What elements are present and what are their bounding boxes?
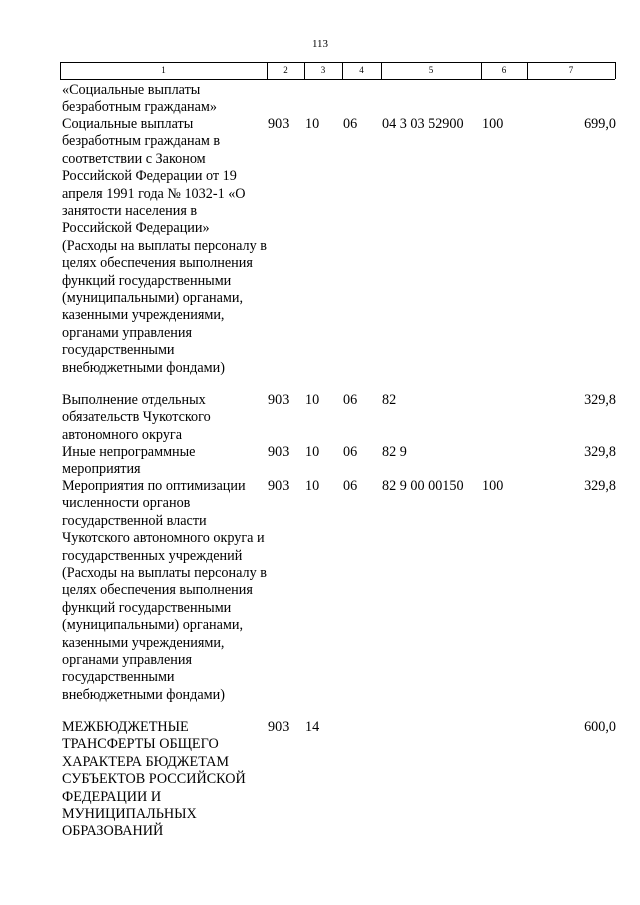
row-vr: 100: [482, 478, 504, 494]
header-col-2: 2: [283, 65, 288, 75]
row-sum: 329,8: [584, 392, 616, 408]
row-rz: 10: [305, 392, 320, 408]
row-csr: 82 9: [382, 444, 407, 460]
header-col-5: 5: [428, 65, 434, 75]
header-col-1: 1: [161, 65, 166, 75]
row-pr: 06: [343, 392, 358, 408]
row-pr: 06: [343, 444, 358, 460]
row-rz: 10: [305, 116, 320, 132]
row-gr: 903: [268, 444, 290, 460]
row-sum: 600,0: [584, 719, 616, 735]
row-name: Социальные выплаты безработным гражданам в соответствии с Законом Российской Федерации от 19 апреля 1991 года № 1032-1 «О занятости населения в Российской Федерации» (Расходы на выплаты персоналу в целях обеспечения выполнения функций государственными (муниципальными) органами, казенными учреждениями, органами управления государственными внебюджетными фондами): [62, 116, 267, 376]
row-vr: 100: [482, 116, 504, 132]
row-name: МЕЖБЮДЖЕТНЫЕ ТРАНСФЕРТЫ ОБЩЕГО ХАРАКТЕРА БЮДЖЕТАМ СУБЪЕКТОВ РОССИЙСКОЙ ФЕДЕРАЦИИ И МУНИЦИПАЛЬНЫХ ОБРАЗОВАНИЙ: [62, 719, 246, 840]
header-col-7: 7: [568, 65, 574, 75]
page-number: 113: [311, 38, 329, 50]
row-csr: 82: [382, 392, 397, 408]
row-gr: 903: [268, 392, 290, 408]
row-pr: 06: [343, 478, 358, 494]
row-gr: 903: [268, 719, 290, 735]
row-name: Мероприятия по оптимизации численности органов государственной власти Чукотского автономного округа и государственных учреждений (Расходы на выплаты персоналу в целях обеспечения выполнения функций государственными (муниципальными) органами, казенными учреждениями, органами управления государственными внебюджетными фондами): [62, 478, 267, 703]
row-sum: 329,8: [584, 478, 616, 494]
row-rz: 10: [305, 478, 320, 494]
row-csr: 04 3 03 52900: [382, 116, 464, 132]
header-col-4: 4: [359, 65, 364, 75]
row-name: «Социальные выплаты безработным гражданам»: [62, 82, 217, 116]
row-pr: 06: [343, 116, 358, 132]
row-rz: 10: [305, 444, 320, 460]
header-col-3: 3: [320, 65, 326, 75]
header-col-6: 6: [501, 65, 507, 75]
row-name: Выполнение отдельных обязательств Чукотского автономного округа: [62, 392, 211, 443]
row-sum: 699,0: [584, 116, 616, 132]
row-sum: 329,8: [584, 444, 616, 460]
row-gr: 903: [268, 478, 290, 494]
row-rz: 14: [305, 719, 320, 735]
row-csr: 82 9 00 00150: [382, 478, 464, 494]
row-name: Иные непрограммные мероприятия: [62, 444, 196, 478]
row-gr: 903: [268, 116, 290, 132]
